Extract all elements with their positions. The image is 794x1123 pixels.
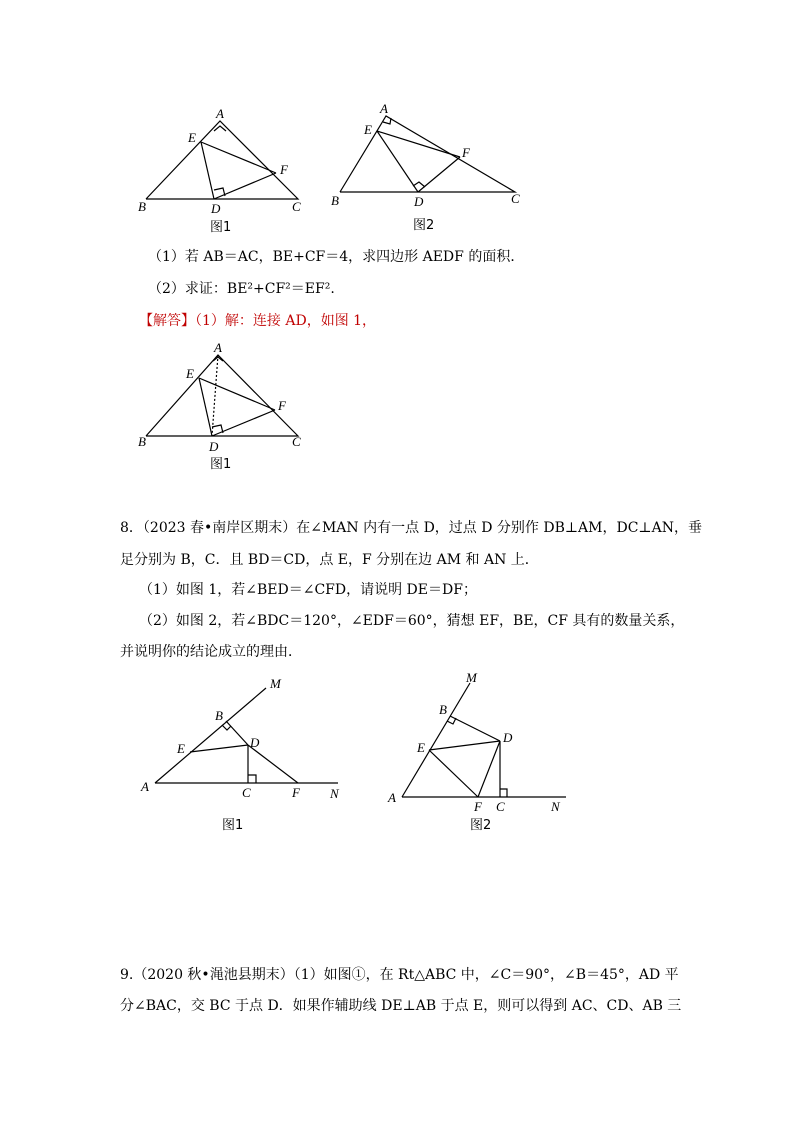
label-f: F xyxy=(280,162,288,177)
right-angle-mark-c xyxy=(500,789,507,797)
q7-part2: （2）求证：BE²+CF²＝EF². xyxy=(148,281,335,297)
label-m: M xyxy=(466,670,477,685)
label-e: E xyxy=(177,741,185,756)
label-b: B xyxy=(331,193,339,208)
segment-ed xyxy=(429,741,500,750)
segment-fd xyxy=(478,741,500,797)
label-d: D xyxy=(250,735,260,750)
segment-ef xyxy=(429,750,478,797)
label-n: N xyxy=(330,786,339,801)
figure-caption: 图1 xyxy=(222,818,244,833)
label-d: D xyxy=(209,439,219,454)
label-f: F xyxy=(462,145,470,160)
q8-line4: （2）如图 2，若∠BDC＝120°，∠EDF＝60°，猜想 EF，BE，CF 具有的数量关系， xyxy=(139,613,685,629)
q8-line3: （1）如图 1，若∠BED＝∠CFD，请说明 DE＝DF； xyxy=(139,582,477,598)
label-a: A xyxy=(380,101,388,116)
label-b: B xyxy=(138,199,146,214)
label-c: C xyxy=(292,199,301,214)
figure-caption: 图1 xyxy=(210,457,232,472)
figure-caption: 图2 xyxy=(470,818,492,833)
label-c: C xyxy=(496,799,505,814)
label-f: F xyxy=(292,785,300,800)
q8-line5: 并说明你的结论成立的理由． xyxy=(120,644,302,660)
figure-caption: 图1 xyxy=(210,220,232,235)
q7-part1: （1）若 AB＝AC，BE+CF＝4，求四边形 AEDF 的面积． xyxy=(148,249,525,265)
label-a: A xyxy=(216,106,224,121)
segment-bd xyxy=(450,716,500,741)
label-f: F xyxy=(474,799,482,814)
q8-line2: 足分别为 B，C．且 BD＝CD，点 E，F 分别在边 AM 和 AN 上． xyxy=(120,552,539,568)
figure-caption: 图2 xyxy=(413,218,435,233)
q8-line1: 8．（2023 春•南岸区期末）在∠MAN 内有一点 D，过点 D 分别作 DB⊥AM，DC⊥AN，垂 xyxy=(120,520,702,536)
label-e: E xyxy=(188,130,196,145)
label-b: B xyxy=(138,434,146,449)
label-e: E xyxy=(417,740,425,755)
answer-text: （1）解：连接 AD，如图 1， xyxy=(195,313,377,329)
label-e: E xyxy=(186,366,194,381)
label-a: A xyxy=(141,779,149,794)
q9-line2: 分∠BAC，交 BC 于点 D．如果作辅助线 DE⊥AB 于点 E，则可以得到 AC、CD、AB 三 xyxy=(120,998,682,1014)
label-d: D xyxy=(414,194,424,209)
label-n: N xyxy=(551,799,560,814)
label-b: B xyxy=(439,702,447,717)
label-c: C xyxy=(511,191,520,206)
q9-line1: 9.（2020 秋•渑池县期末）（1）如图①，在 Rt△ABC 中，∠C＝90°，∠B＝45°，AD 平 xyxy=(120,967,679,983)
label-b: B xyxy=(215,708,223,723)
label-m: M xyxy=(270,676,281,691)
label-f: F xyxy=(278,398,286,413)
label-c: C xyxy=(292,434,301,449)
label-a: A xyxy=(388,790,396,805)
label-e: E xyxy=(364,122,372,137)
label-a: A xyxy=(214,340,222,355)
label-c: C xyxy=(242,785,251,800)
label-d: D xyxy=(211,201,221,216)
answer-tag: 【解答】 xyxy=(139,313,195,329)
label-d: D xyxy=(503,730,513,745)
